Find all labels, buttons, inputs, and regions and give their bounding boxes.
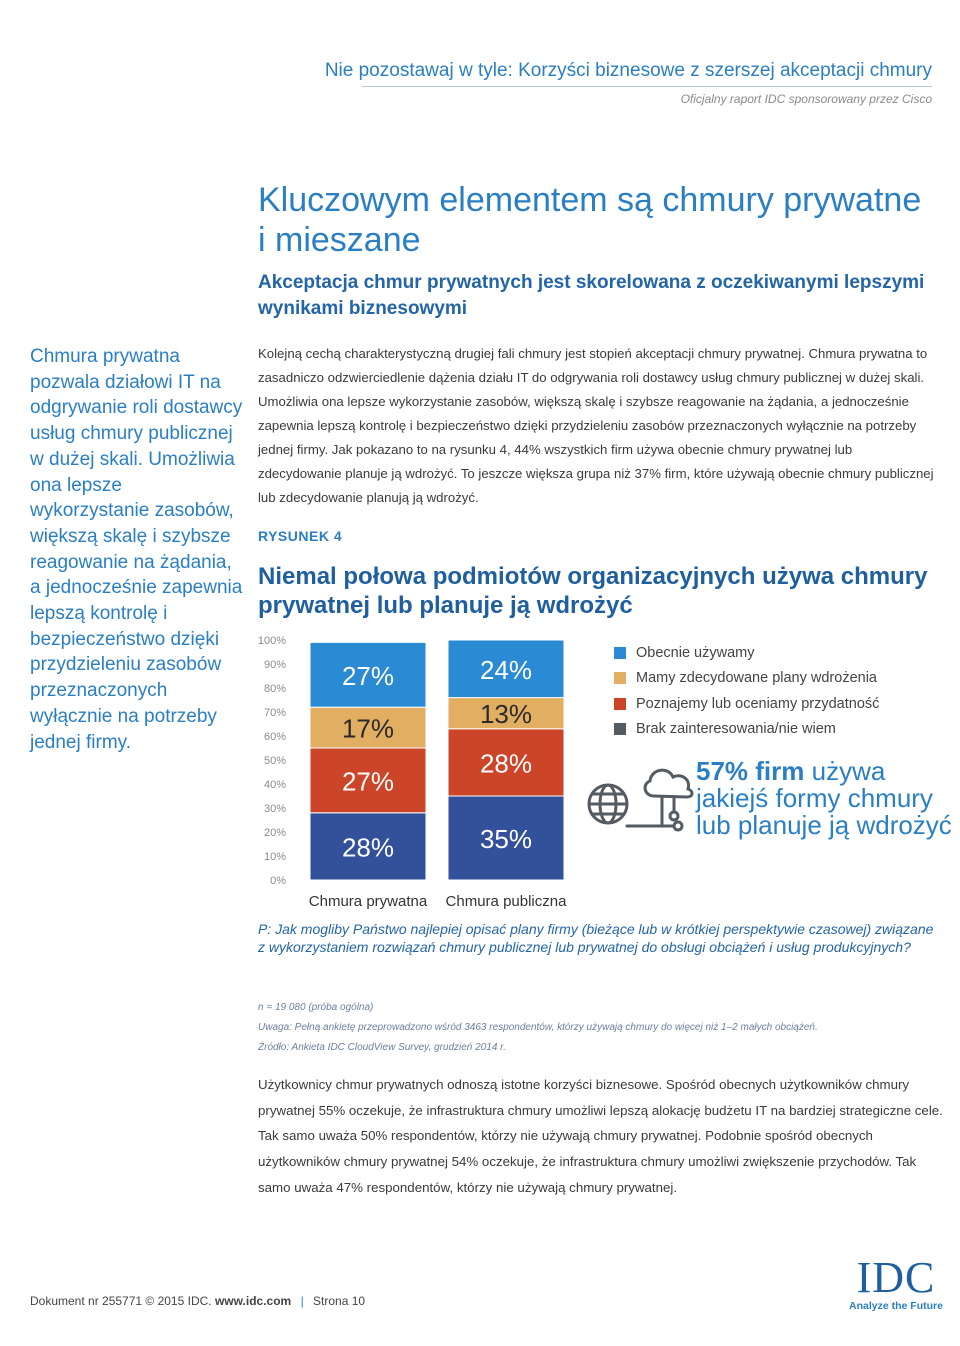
legend-item-using [614,640,879,666]
sidebar-quote: Chmura prywatna pozwala działowi IT na odgrywanie roli dostawcy usług chmury publicznej w dużej skali. Umożliwia ona lepsze wykorzystanie zasobów, większą skalę i szybsze reagowanie na żądania, a jednocześnie zapewnia lepszą kontrolę i bezpieczeństwo dzięki przydzieleniu zasobów przeznaczonych wyłącznie na potrzeby jednej firmy. [30,346,243,753]
y-tick-label: 100% [257,635,286,647]
legend-label: Poznajemy lub oceniamy przydatność [636,695,880,712]
legend-swatch [614,723,626,735]
callout-rest: używa jakiejś formy chmury lub planuje ją wdrożyć [696,756,952,840]
legend-item-evaluating [614,691,879,717]
y-tick-label: 50% [263,755,286,767]
header-title: Nie pozostawaj w tyle: Korzyści biznesowe z szerszej akceptacji chmury [324,60,932,81]
footer-separator: | [300,1294,304,1308]
y-tick-label: 10% [263,851,286,863]
header-subtitle: Oficjalny raport IDC sponsorowany przez Cisco [680,92,932,106]
data-label: 13% [479,699,533,730]
data-label: 28% [479,748,533,779]
stacked-bar-chart [250,628,590,918]
footer-doc: Dokument nr 255771 © 2015 IDC. [30,1294,212,1308]
note-survey: Uwaga: Pełną ankietę przeprowadzono wśród 3463 respondentów, którzy używają chmury do więcej niż 1–2 małych obciążeń. [258,1022,818,1033]
page-title: Kluczowym elementem są chmury prywatne i mieszane [258,181,922,259]
legend-label: Brak zainteresowania/nie wiem [636,721,836,738]
data-label: 27% [341,660,395,691]
callout-highlight: 57% firm [696,756,805,786]
callout-text [696,758,956,839]
legend-swatch [614,647,626,659]
legend-item-planned [614,666,879,692]
y-tick-label: 60% [263,731,286,743]
logo-tagline: Analyze the Future [849,1300,943,1312]
survey-question: P: Jak mogliby Państwo najlepiej opisać plany firmy (bieżące lub w krótkiej perspektywie czasowej) związane z wykorzystaniem rozwiązań chmury publicznej lub prywatnej do obsługi obciążeń i usług produkcyjnych? [258,921,934,955]
y-tick-label: 20% [263,827,286,839]
globe-icon [589,785,627,823]
figure-label: RYSUNEK 4 [258,528,343,544]
figure-title: Niemal połowa podmiotów organizacyjnych używa chmury prywatnej lub planuje ją wdrożyć [258,563,928,619]
y-tick-label: 40% [263,779,286,791]
y-tick-label: 90% [263,659,286,671]
category-label: Chmura prywatna [308,893,428,910]
footer-page: Strona 10 [313,1294,366,1308]
idc-logo [836,1253,956,1312]
logo-mark: IDC [856,1253,936,1302]
legend-label: Mamy zdecydowane plany wdrożenia [636,670,877,687]
footer [30,1294,365,1308]
section-subtitle: Akceptacja chmur prywatnych jest skorelowana z oczekiwanymi lepszymi wynikami biznesowymi [258,272,925,319]
y-tick-label: 80% [263,683,286,695]
legend-swatch [614,698,626,710]
data-label: 27% [341,766,395,797]
y-tick-label: 70% [263,707,286,719]
cloud-network-illustration [584,760,696,840]
legend-item-no-interest [614,717,879,743]
data-label: 17% [341,713,395,744]
cloud-network-icon [627,770,692,830]
body-paragraph-1: Kolejną cechą charakterystyczną drugiej fali chmury jest stopień akceptacji chmury prywatnej. Chmura prywatna to zasadniczo odzwierciedlenie dążenia działu IT do odgrywania roli dostawcy usług chmury publicznej w dużej skali. Umożliwia ona lepsze wykorzystanie zasobów, większą skalę i szybsze reagowanie na żądania, a jednocześnie zapewnia lepszą kontrolę i bezpieczeństwo dzięki przydzieleniu zasobów przeznaczonych wyłącznie na potrzeby jednej firmy. Jak pokazano to na rysunku 4, 44% wszystkich firm używa obecnie chmury prywatnej lub zdecydowanie planuje ją wdrożyć. To jeszcze większa grupa niż 37% firm, które używają obecnie chmury publicznej lub zdecydowanie planują ją wdrożyć. [258,346,934,505]
data-label: 35% [479,824,533,854]
data-label: 28% [341,832,395,863]
data-label: 24% [479,654,533,685]
note-sample: n = 19 080 (próba ogólna) [258,1002,374,1013]
legend-swatch [614,672,626,684]
chart-legend [614,640,879,742]
note-source: Źródło: Ankieta IDC CloudView Survey, grudzień 2014 r. [258,1042,506,1053]
footer-url[interactable]: www.idc.com [214,1294,292,1308]
y-tick-label: 0% [270,875,286,887]
y-tick-label: 30% [263,803,286,815]
header-divider [362,86,932,87]
legend-label: Obecnie używamy [636,644,755,661]
body-paragraph-2: Użytkownicy chmur prywatnych odnoszą istotne korzyści biznesowe. Spośród obecnych użytkowników chmury prywatnej 55% oczekuje, że infrastruktura chmury umożliwi lepszą alokację budżetu IT na bardziej strategiczne cele. Tak samo uważa 50% respondentów, którzy nie używają chmury prywatnej. Podobnie spośród obecnych użytkowników chmury prywatnej 54% oczekuje, że infrastruktura chmury umożliwi zwiększenie przychodów. Tak samo uważa 47% respondentów, którzy nie używają chmury prywatnej. [258,1077,943,1195]
category-label: Chmura publiczna [445,893,567,910]
